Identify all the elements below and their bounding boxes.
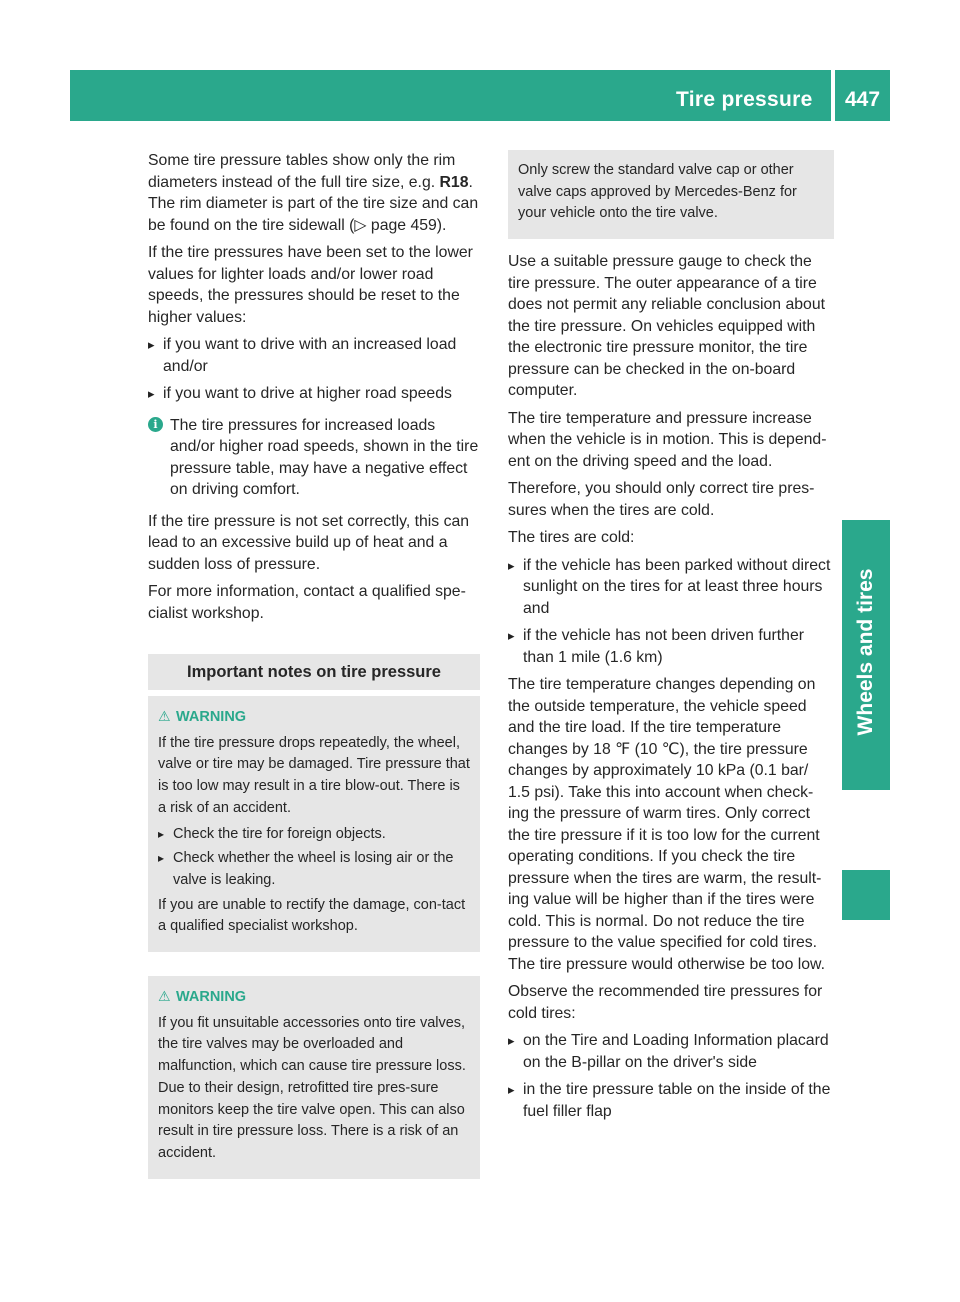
list-item: ▸ on the Tire and Loading Information placard on the B-pillar on the driver's side bbox=[508, 1030, 834, 1073]
right-column bbox=[508, 150, 834, 1128]
list-item: ▸ if the vehicle has been parked without direct sunlight on the tires for at least three hours and bbox=[508, 555, 834, 620]
list-item: ▸ if you want to drive with an increased load and/or bbox=[148, 334, 480, 377]
paragraph: If the tire pressure is not set correctly, this can lead to an excessive build up of heat and a sudden loss of pressure. bbox=[148, 512, 470, 573]
header-separator bbox=[831, 70, 835, 121]
paragraph: Observe the recommended tire pressures for cold tires: bbox=[508, 983, 823, 1022]
paragraph: Use a suitable pressure gauge to check the tire pressure. The outer appearance of a tire does not permit any reliable conclusion about the tire pressure. On vehicles equipped with the electronic tire pressure monitor, the tire pressure can be checked in the on-board computer. bbox=[508, 253, 826, 400]
paragraph: For more information, contact a qualified spe-cialist workshop. bbox=[148, 583, 466, 622]
list-item: ▸ if the vehicle has not been driven further than 1 mile (1.6 km) bbox=[508, 625, 834, 668]
section-heading: Important notes on tire pressure bbox=[148, 654, 480, 690]
warning-triangle-icon: ⚠ bbox=[158, 708, 171, 724]
info-note: i The tire pressures for increased loads and/or higher road speeds, shown in the tire pressure table, may have a negative effect on driving comfort. bbox=[148, 415, 480, 501]
paragraph: The tire temperature changes depending on the outside temperature, the vehicle speed and the tire load. If the tire temperature changes by 18 ℉ (10 ℃), the tire pressure changes by approximately 10 kPa (0.1 bar/ 1.5 psi). Take this into account when check-ing the pressure of warm tires. Only correct the tire pressure if it is too low for the current operating conditions. If you check the tire pressure when the tires are warm, the result-ing value will be higher than if the tires were cold. This is normal. Do not reduce the tire pressure to the value specified for cold tires. The tire pressure would otherwise be too low. bbox=[508, 676, 825, 973]
list-item: ▸ Check the tire for foreign objects. bbox=[158, 824, 472, 846]
rim-size-example: R18 bbox=[439, 173, 469, 191]
paragraph: Some tire pressure tables show only the rim diameters instead of the full tire size, e.g. R18. The rim diameter is part of the tire size and can be found on the tire sidewall (▷ page 459). bbox=[148, 152, 479, 234]
note-box bbox=[508, 150, 834, 239]
list-item: ▸ in the tire pressure table on the inside of the fuel filler flap bbox=[508, 1079, 834, 1122]
page-number: 447 bbox=[845, 88, 881, 111]
info-icon: i bbox=[148, 417, 163, 432]
paragraph: Therefore, you should only correct tire pres-sures when the tires are cold. bbox=[508, 480, 815, 519]
paragraph: The tires are cold: bbox=[508, 529, 635, 547]
page-title: Tire pressure bbox=[676, 88, 813, 111]
paragraph: The tire temperature and pressure increase when the vehicle is in motion. This is depend-ent on the driving speed and the load. bbox=[508, 409, 827, 470]
warning-box bbox=[148, 696, 480, 952]
left-column bbox=[148, 150, 480, 1179]
warning-title: ⚠ WARNING bbox=[158, 706, 472, 729]
paragraph: If the tire pressures have been set to the lower values for lighter loads and/or lower road speeds, the pressures should be reset to the higher values: bbox=[148, 244, 473, 326]
warning-title: ⚠ WARNING bbox=[158, 986, 472, 1009]
warning-text: If the tire pressure drops repeatedly, the wheel, valve or tire may be damaged. Tire pressure that is too low may result in a tire blow-out. There is a risk of an accident. bbox=[158, 734, 470, 816]
warning-text: If you fit unsuitable accessories onto tire valves, the tire valves may be overloaded and malfunction, which can cause tire pressure loss. Due to their design, retrofitted tire pres-sure monitors keep the tire valve open. This can also result in tire pressure loss. There is a risk of an accident. bbox=[158, 1014, 466, 1161]
warning-box bbox=[148, 976, 480, 1179]
side-block bbox=[842, 870, 890, 920]
list-item: ▸ if you want to drive at higher road speeds bbox=[148, 383, 480, 405]
side-tab-label: Wheels and tires bbox=[854, 568, 877, 736]
warning-triangle-icon: ⚠ bbox=[158, 988, 171, 1005]
note-text: Only screw the standard valve cap or other valve caps approved by Mercedes-Benz for your vehicle onto the tire valve. bbox=[518, 162, 797, 222]
page-reference[interactable]: (▷ page 459). bbox=[349, 216, 447, 234]
warning-footer: If you are unable to rectify the damage, con-tact a qualified specialist workshop. bbox=[158, 896, 466, 935]
list-item: ▸ Check whether the wheel is losing air or the valve is leaking. bbox=[158, 848, 472, 891]
